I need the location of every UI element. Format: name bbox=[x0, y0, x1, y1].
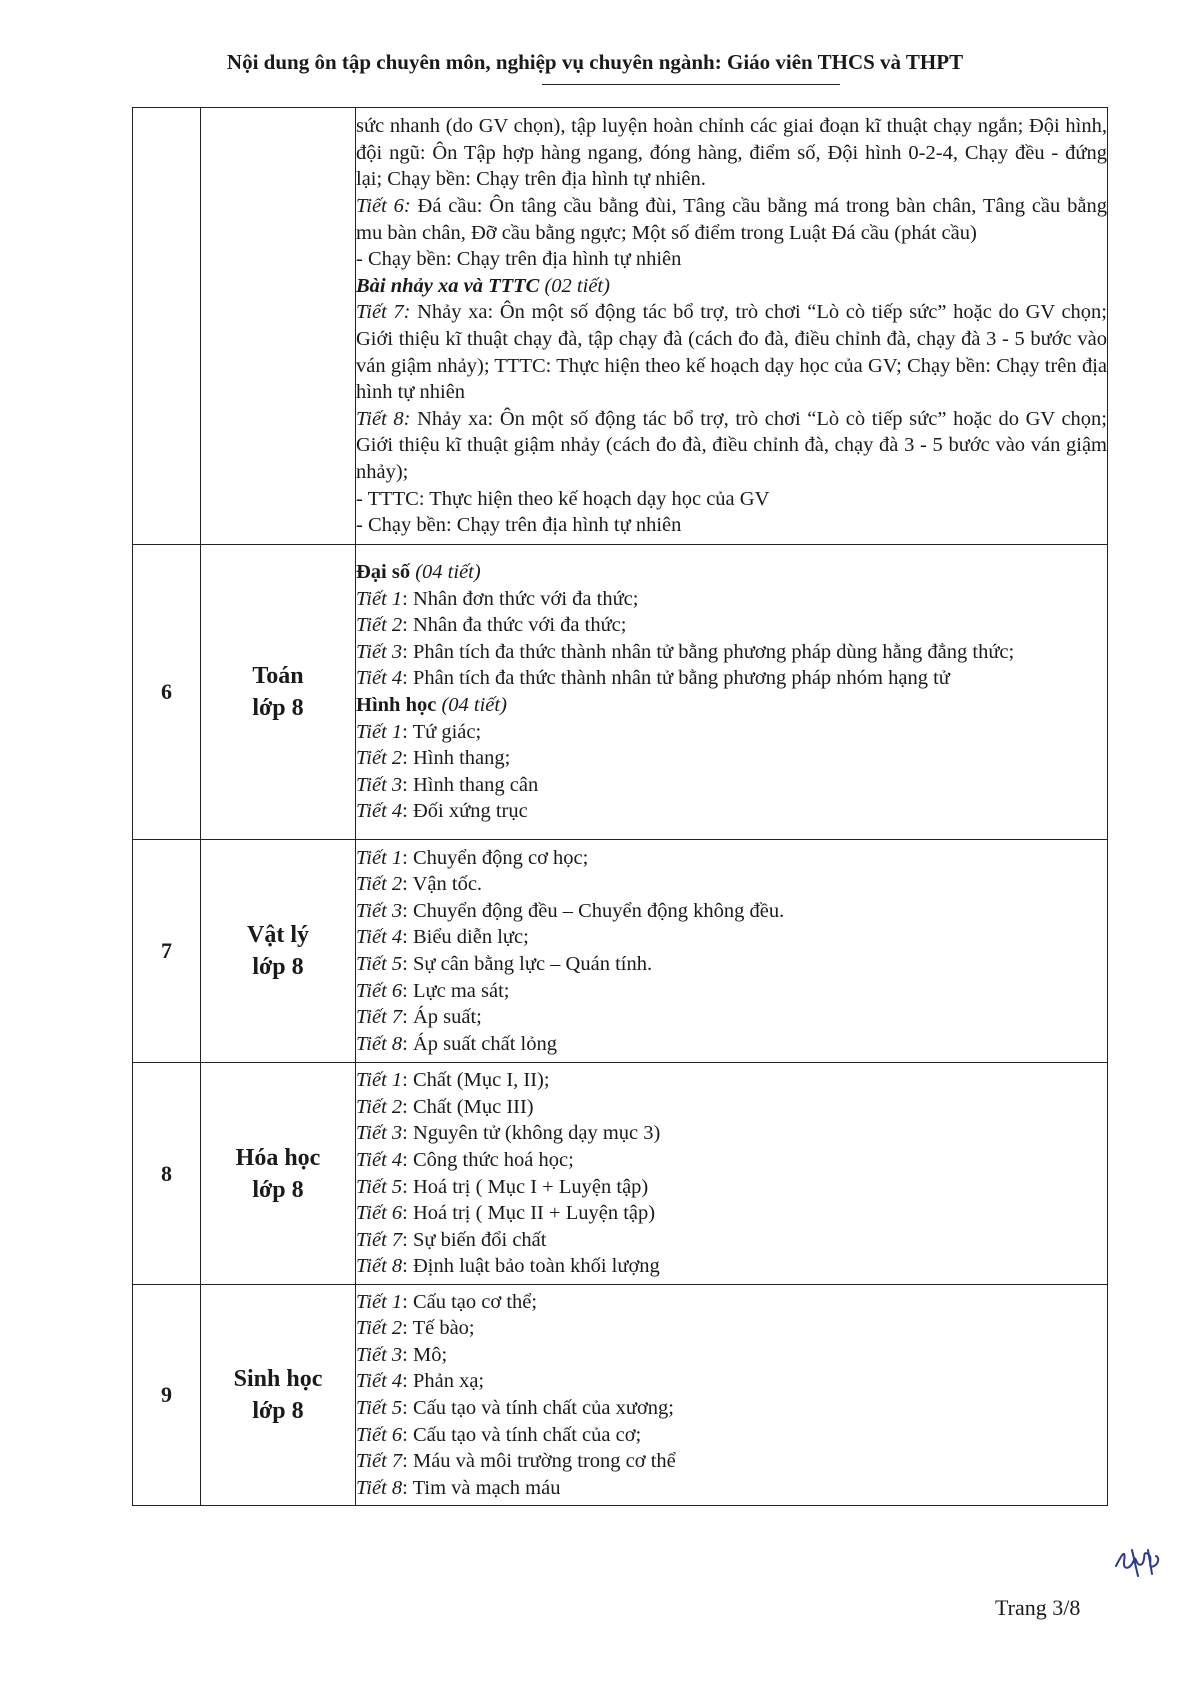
lesson-text: : Tế bào; bbox=[402, 1317, 475, 1340]
lesson-item bbox=[356, 871, 1107, 898]
lesson-label: Tiết 2 bbox=[356, 1095, 403, 1118]
lesson-label: Tiết 5 bbox=[356, 1397, 403, 1419]
lesson-label: Tiết 3 bbox=[356, 899, 403, 922]
row-number: 9 bbox=[133, 1285, 201, 1506]
content-paragraph: - TTTC: Thực hiện theo kế hoạch dạy học của GV bbox=[356, 487, 770, 510]
subject-grade: lớp 8 bbox=[252, 954, 304, 980]
lesson-item bbox=[356, 1368, 1107, 1395]
subject-cell bbox=[201, 1063, 356, 1285]
lesson-label: Tiết 2 bbox=[356, 747, 403, 770]
lesson-label: Tiết 7 bbox=[356, 1228, 403, 1251]
lesson-label: Tiết 2 bbox=[356, 1317, 403, 1340]
lesson-label: Tiết 4 bbox=[356, 667, 403, 690]
lesson-label: Tiết 8 bbox=[356, 1255, 403, 1278]
section-count: (04 tiết) bbox=[436, 694, 507, 716]
lesson-item bbox=[356, 1227, 1107, 1254]
lesson-item bbox=[356, 1004, 1107, 1031]
row-number-cell bbox=[133, 108, 201, 545]
lesson-item bbox=[356, 1253, 1107, 1280]
lesson-text: : Tim và mạch máu bbox=[402, 1476, 561, 1499]
lesson-item bbox=[356, 924, 1107, 951]
content-cell bbox=[356, 545, 1108, 840]
lesson-text: : Biểu diễn lực; bbox=[402, 926, 529, 949]
lesson-item bbox=[356, 1342, 1107, 1369]
lesson-item bbox=[356, 639, 1107, 666]
lesson-text: : Hoá trị ( Mục I + Luyện tập) bbox=[402, 1175, 649, 1198]
lesson-item bbox=[356, 1448, 1107, 1475]
section-count: (04 tiết) bbox=[410, 561, 481, 584]
section-heading bbox=[356, 273, 1107, 300]
lesson-text: : Chất (Mục III) bbox=[402, 1095, 534, 1118]
content-cell bbox=[356, 1063, 1108, 1285]
lesson-label: Tiết 4 bbox=[356, 926, 403, 949]
lesson-text: : Vận tốc. bbox=[402, 873, 483, 896]
lesson-text: : Phân tích đa thức thành nhân tử bằng phương pháp nhóm hạng tử bbox=[402, 667, 950, 690]
lesson-label: Tiết 3 bbox=[356, 773, 403, 796]
lesson-text: : Sự biến đổi chất bbox=[402, 1228, 547, 1251]
lesson-label: Tiết 1 bbox=[356, 720, 403, 743]
section-heading bbox=[356, 559, 1107, 586]
lesson-label: Tiết 3 bbox=[356, 1122, 403, 1145]
lesson-label: Tiết 6: bbox=[356, 195, 411, 218]
signature-mark bbox=[1112, 1540, 1164, 1580]
lesson-label: Tiết 8 bbox=[356, 1032, 403, 1055]
lesson-label: Tiết 1 bbox=[356, 1069, 403, 1092]
content-paragraph bbox=[356, 193, 1107, 246]
row-number: 8 bbox=[133, 1063, 201, 1285]
lesson-text: Nhảy xa: Ôn một số động tác bổ trợ, trò chơi “Lò cò tiếp sức” hoặc do GV chọn; Giới thiệu kĩ thuật giậm nhảy (cách đo đà, điều chỉnh đà, chạy đà 3 - 5 bước vào ván giậm nhảy); bbox=[356, 407, 1107, 483]
lesson-label: Tiết 6 bbox=[356, 1202, 403, 1225]
lesson-item bbox=[356, 1395, 1107, 1422]
lesson-text: : Nguyên tử (không dạy mục 3) bbox=[402, 1122, 661, 1145]
content-paragraph: sức nhanh (do GV chọn), tập luyện hoàn chỉnh các giai đoạn kĩ thuật chạy ngắn; Đội hình, đội ngũ: Ôn Tập hợp hàng ngang, đóng hàng, điểm số, Đội hình 0-2-4, Chạy đều - đứng lại; Chạy bền: Chạy trên địa hình tự nhiên. bbox=[356, 115, 1107, 191]
lesson-text: : Chuyển động cơ học; bbox=[402, 846, 589, 869]
lesson-item bbox=[356, 1174, 1107, 1201]
lesson-item bbox=[356, 719, 1107, 746]
lesson-item bbox=[356, 612, 1107, 639]
content-paragraph: - Chạy bền: Chạy trên địa hình tự nhiên bbox=[356, 514, 682, 537]
signature-initials bbox=[1112, 1540, 1164, 1585]
table-row-toan bbox=[133, 545, 1108, 840]
row-number: 6 bbox=[133, 545, 201, 840]
lesson-item bbox=[356, 1315, 1107, 1342]
header-underline bbox=[542, 84, 840, 85]
lesson-label: Tiết 2 bbox=[356, 873, 403, 896]
lesson-item bbox=[356, 1031, 1107, 1058]
lesson-item bbox=[356, 951, 1107, 978]
lesson-text: : Định luật bảo toàn khối lượng bbox=[402, 1255, 660, 1278]
content-cell bbox=[356, 1285, 1108, 1506]
lesson-text: : Phân tích đa thức thành nhân tử bằng phương pháp dùng hằng đẳng thức; bbox=[402, 640, 1015, 663]
lesson-item bbox=[356, 898, 1107, 925]
subject-name: Toán bbox=[252, 663, 304, 689]
table-row-vat-ly bbox=[133, 840, 1108, 1063]
lesson-text: : Lực ma sát; bbox=[402, 979, 510, 1002]
lesson-text: : Hình thang cân bbox=[402, 773, 539, 796]
subject-cell bbox=[201, 1285, 356, 1506]
subject-grade: lớp 8 bbox=[252, 695, 304, 721]
lesson-item bbox=[356, 978, 1107, 1005]
subject-cell bbox=[201, 545, 356, 840]
lesson-text: : Tứ giác; bbox=[402, 720, 482, 743]
lesson-item bbox=[356, 1120, 1107, 1147]
lesson-text: : Cấu tạo và tính chất của xương; bbox=[402, 1397, 675, 1419]
lesson-text: : Đối xứng trục bbox=[402, 800, 528, 823]
content-paragraph: - Chạy bền: Chạy trên địa hình tự nhiên bbox=[356, 248, 682, 271]
lesson-item bbox=[356, 586, 1107, 613]
lesson-label: Tiết 2 bbox=[356, 614, 403, 637]
lesson-item bbox=[356, 772, 1107, 799]
lesson-label: Tiết 6 bbox=[356, 979, 403, 1002]
content-paragraph bbox=[356, 406, 1107, 486]
row-number: 7 bbox=[133, 840, 201, 1063]
content-cell bbox=[356, 840, 1108, 1063]
lesson-text: : Hoá trị ( Mục II + Luyện tập) bbox=[402, 1202, 656, 1225]
lesson-label: Tiết 7 bbox=[356, 1006, 403, 1029]
section-heading bbox=[356, 692, 1107, 719]
lesson-text: : Áp suất; bbox=[402, 1006, 482, 1029]
lesson-label: Tiết 3 bbox=[356, 1343, 403, 1366]
lesson-label: Tiết 7: bbox=[356, 301, 411, 324]
subject-cell bbox=[201, 108, 356, 545]
lesson-text: : Nhân đa thức với đa thức; bbox=[402, 614, 627, 637]
lesson-item bbox=[356, 1200, 1107, 1227]
section-count: (02 tiết) bbox=[539, 274, 610, 297]
lesson-item bbox=[356, 1422, 1107, 1449]
lesson-text: : Áp suất chất lỏng bbox=[402, 1032, 558, 1055]
subject-grade: lớp 8 bbox=[252, 1398, 304, 1424]
lesson-label: Tiết 5 bbox=[356, 953, 403, 975]
lesson-text: : Cấu tạo cơ thể; bbox=[402, 1290, 538, 1313]
lesson-text: Nhảy xa: Ôn một số động tác bổ trợ, trò chơi “Lò cò tiếp sức” hoặc do GV chọn; Giới thiệu kĩ thuật chạy đà, tập chạy đà (cách đo đà, điều chỉnh đà, chạy đà 3 - 5 bước vào ván giậm nhảy); TTTC: Thực hiện theo kế hoạch dạy học của GV; Chạy bền: Chạy trên địa hình tự nhiên bbox=[356, 301, 1107, 404]
lesson-label: Tiết 8: bbox=[356, 407, 411, 430]
section-title: Bài nhảy xa và TTTC bbox=[356, 274, 540, 297]
lesson-text: : Mô; bbox=[402, 1343, 448, 1366]
content-paragraph bbox=[356, 299, 1107, 405]
lesson-item bbox=[356, 665, 1107, 692]
subject-name: Vật lý bbox=[247, 922, 309, 948]
lesson-label: Tiết 7 bbox=[356, 1450, 403, 1473]
lesson-text: : Chuyển động đều – Chuyển động không đều. bbox=[402, 899, 785, 922]
lesson-label: Tiết 5 bbox=[356, 1175, 403, 1198]
lesson-label: Tiết 1 bbox=[356, 846, 403, 869]
lesson-item bbox=[356, 1067, 1107, 1094]
lesson-text: : Nhân đơn thức với đa thức; bbox=[402, 587, 639, 610]
subject-name: Sinh học bbox=[233, 1366, 323, 1392]
lesson-item bbox=[356, 1094, 1107, 1121]
lesson-text: : Sự cân bằng lực – Quán tính. bbox=[402, 953, 653, 975]
lesson-label: Tiết 3 bbox=[356, 640, 403, 663]
lesson-label: Tiết 4 bbox=[356, 800, 403, 823]
lesson-item bbox=[356, 845, 1107, 872]
lesson-label: Tiết 1 bbox=[356, 1290, 403, 1313]
table-row-continuation bbox=[133, 108, 1108, 545]
lesson-text: : Chất (Mục I, II); bbox=[402, 1069, 550, 1092]
content-cell bbox=[356, 108, 1108, 545]
lesson-text: Đá cầu: Ôn tâng cầu bằng đùi, Tâng cầu bằng má trong bàn chân, Tâng cầu bằng mu bàn chân, Đỡ cầu bằng ngực; Một số điểm trong Luật Đá cầu (phát cầu) bbox=[356, 195, 1107, 244]
lesson-label: Tiết 4 bbox=[356, 1370, 403, 1393]
lesson-item bbox=[356, 745, 1107, 772]
page-number: Trang 3/8 bbox=[995, 1595, 1081, 1620]
subject-grade: lớp 8 bbox=[252, 1176, 304, 1203]
lesson-text: : Máu và môi trường trong cơ thể bbox=[402, 1450, 676, 1473]
lesson-label: Tiết 6 bbox=[356, 1423, 403, 1446]
lesson-label: Tiết 1 bbox=[356, 587, 403, 610]
lesson-label: Tiết 4 bbox=[356, 1148, 403, 1171]
section-title: Hình học bbox=[356, 694, 437, 716]
lesson-item bbox=[356, 798, 1107, 825]
section-title: Đại số bbox=[356, 561, 411, 584]
lesson-item bbox=[356, 1289, 1107, 1316]
lesson-item bbox=[356, 1475, 1107, 1502]
lesson-text: : Phản xạ; bbox=[402, 1370, 485, 1393]
content-table bbox=[132, 107, 1108, 1506]
page-header-title: Nội dung ôn tập chuyên môn, nghiệp vụ chuyên ngành: Giáo viên THCS và THPT bbox=[226, 50, 964, 74]
table-row-sinh-hoc bbox=[133, 1285, 1108, 1506]
lesson-label: Tiết 8 bbox=[356, 1476, 403, 1499]
subject-name: Hóa học bbox=[235, 1144, 321, 1171]
lesson-text: : Công thức hoá học; bbox=[402, 1148, 574, 1171]
lesson-text: : Hình thang; bbox=[402, 747, 511, 770]
subject-cell bbox=[201, 840, 356, 1063]
table-row-hoa-hoc bbox=[133, 1063, 1108, 1285]
lesson-item bbox=[356, 1147, 1107, 1174]
lesson-text: : Cấu tạo và tính chất của cơ; bbox=[402, 1423, 642, 1446]
